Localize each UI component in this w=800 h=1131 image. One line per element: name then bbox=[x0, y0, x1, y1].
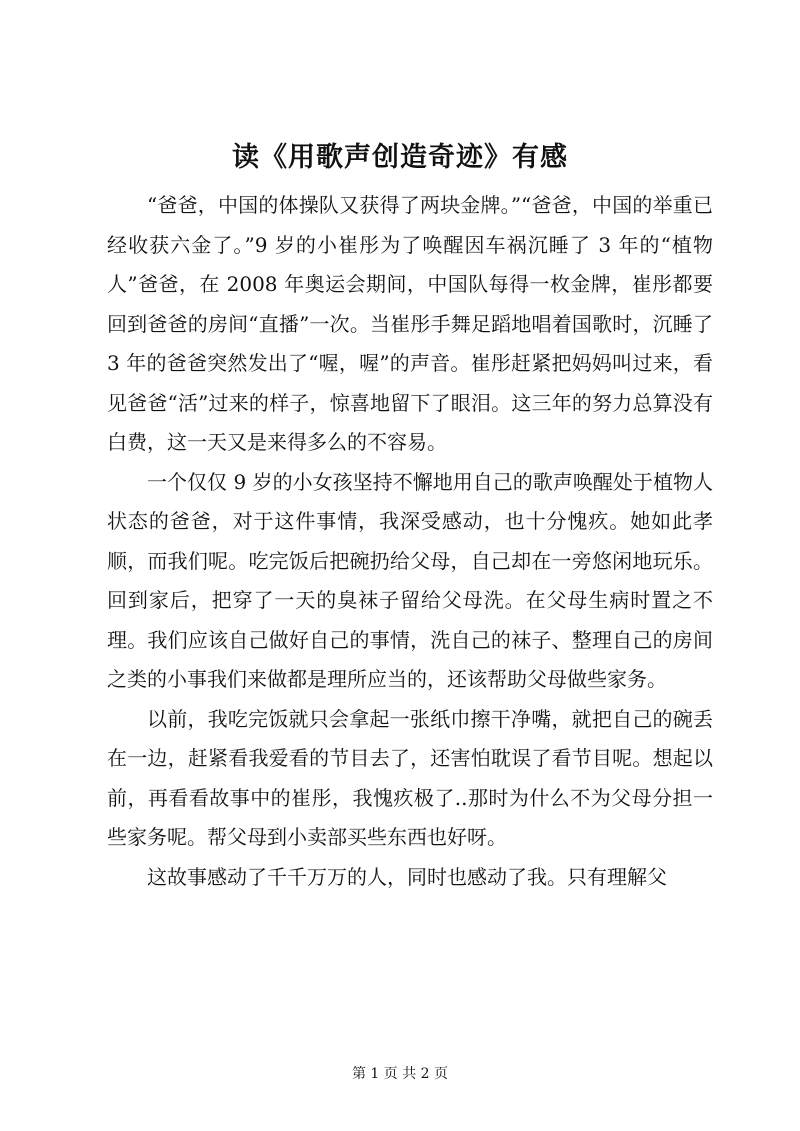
document-title: 读《用歌声创造奇迹》有感 bbox=[232, 142, 568, 173]
paragraph-2: 一个仅仅 9 岁的小女孩坚持不懈地用自己的歌声唤醒处于植物人状态的爸爸，对于这件事情，我深受感动，也十分愧疚。她如此孝顺，而我们呢。吃完饭后把碗扔给父母，自己却在一旁悠闲地玩乐。回到家后，把穿了一天的臭袜子留给父母洗。在父母生病时置之不理。我们应该自己做好自己的事情，洗自己的袜子、整理自己的房间之类的小事我们来做都是理所应当的，还该帮助父母做些家务。 bbox=[107, 469, 713, 691]
document-body bbox=[107, 186, 713, 897]
paragraph-3: 以前，我吃完饭就只会拿起一张纸巾擦干净嘴，就把自己的碗丢在一边，赶紧看我爱看的节目去了，还害怕耽误了看节目呢。想起以前，再看看故事中的崔彤，我愧疚极了..那时为什么不为父母分担一些家务呢。帮父母到小卖部买些东西也好呀。 bbox=[107, 706, 713, 849]
paragraph-4: 这故事感动了千千万万的人，同时也感动了我。只有理解父 bbox=[147, 864, 667, 889]
page-number-footer: 第 1 页 共 2 页 bbox=[351, 1066, 449, 1082]
paragraph-1: “爸爸，中国的体操队又获得了两块金牌。”“爸爸，中国的举重已经收获六金了。”9 岁的小崔彤为了唤醒因车祸沉睡了 3 年的“植物人”爸爸，在 2008 年奥运会期间，中国队每得一枚金牌，崔彤都要回到爸爸的房间“直播”一次。当崔彤手舞足蹈地唱着国歌时，沉睡了 3 年的爸爸突然发出了“喔，喔”的声音。崔彤赶紧把妈妈叫过来，看见爸爸“活”过来的样子，惊喜地留下了眼泪。这三年的努力总算没有白费，这一天又是来得多么的不容易。 bbox=[107, 193, 713, 454]
